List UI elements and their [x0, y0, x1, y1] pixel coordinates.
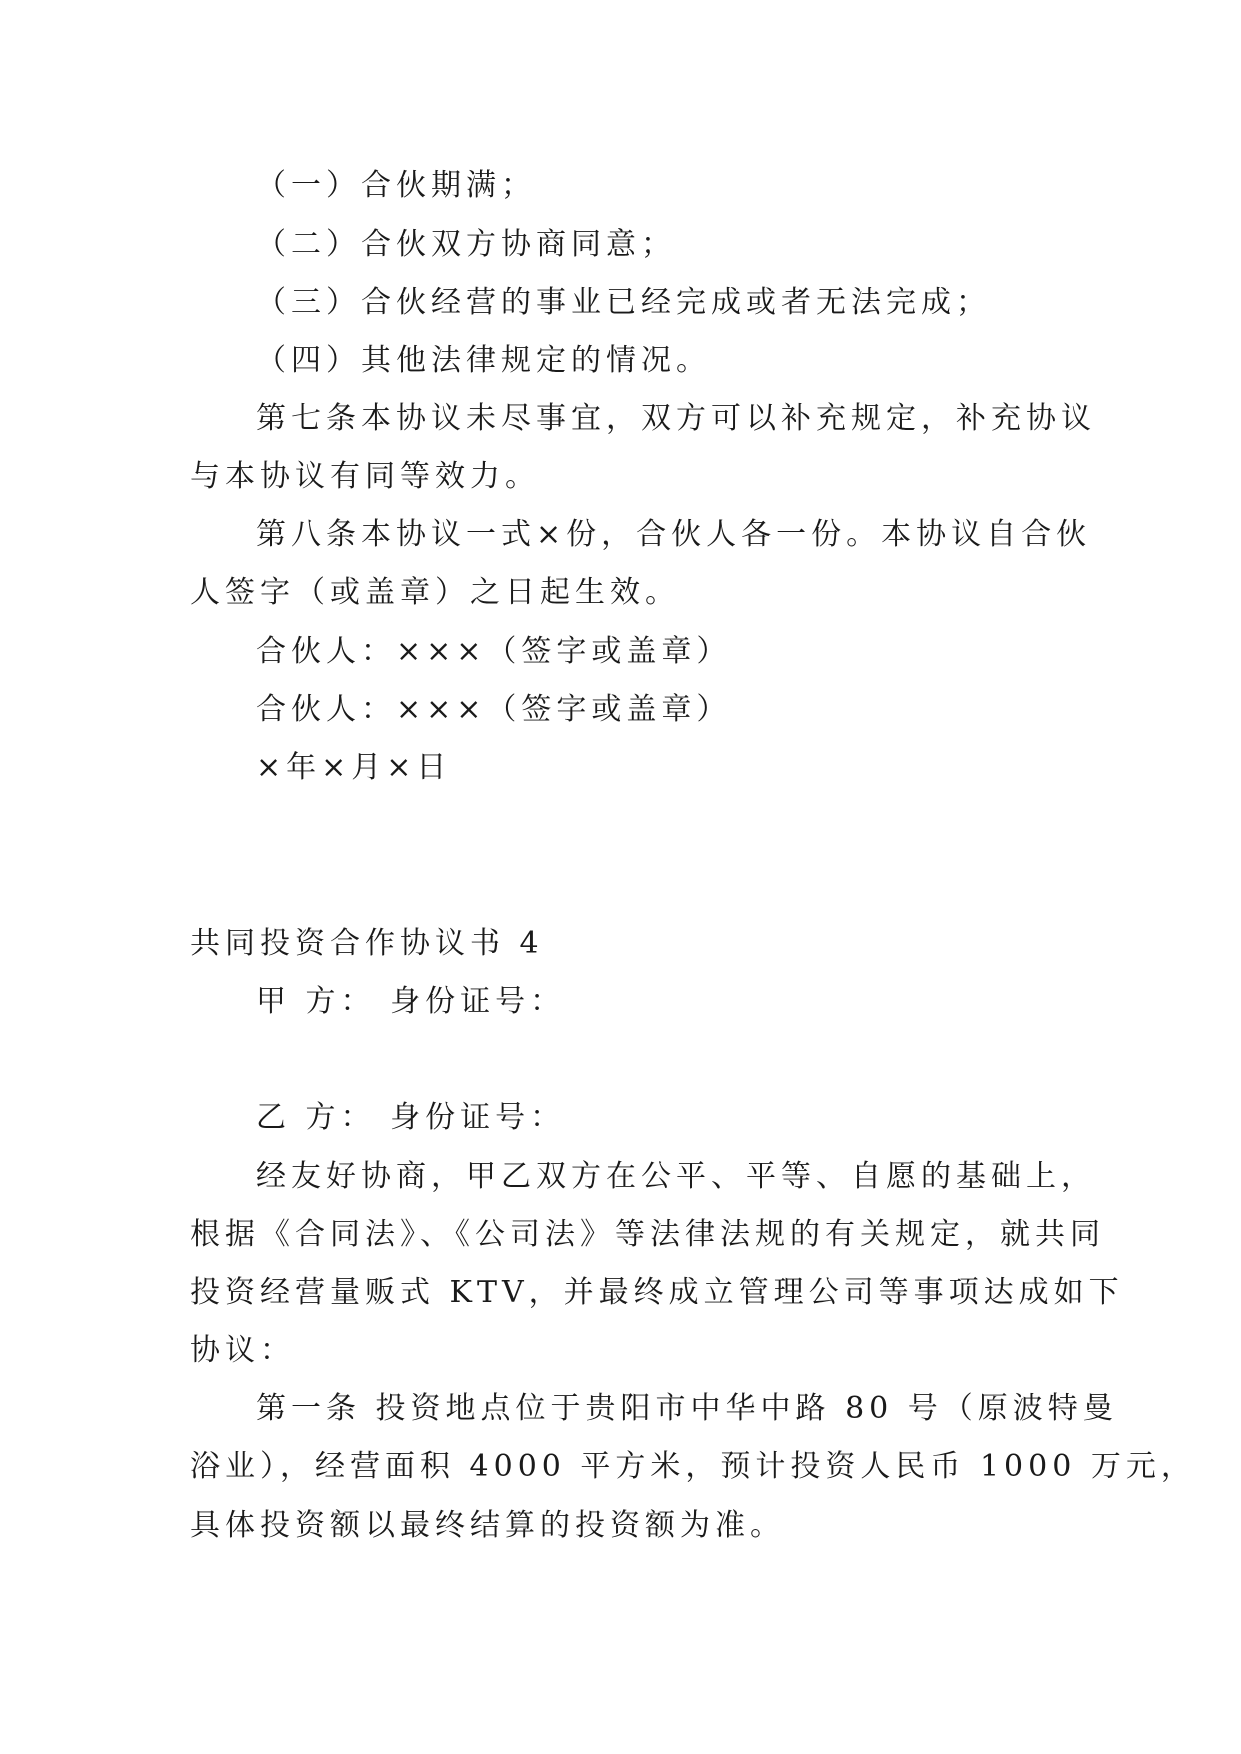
preamble-line-3: 投资经营量贩式 KTV，并最终成立管理公司等事项达成如下 [190, 1275, 1124, 1310]
article-1-line-2: 浴业），经营面积 4000 平方米，预计投资人民币 1000 万元， [190, 1449, 1196, 1484]
section-title: 共同投资合作协议书 4 [190, 926, 544, 961]
article-7-line-2: 与本协议有同等效力。 [190, 459, 540, 494]
article-1-line-1: 第一条 投资地点位于贵阳市中华中路 80 号（原波特曼 [256, 1391, 1118, 1426]
clause-item-2: （二）合伙双方协商同意； [256, 227, 676, 262]
signature-partner-1: 合伙人：×××（签字或盖章） [256, 634, 732, 669]
signature-date: ×年×月×日 [256, 750, 452, 785]
party-a-line: 甲 方： 身份证号： [256, 984, 566, 1019]
article-1-line-3: 具体投资额以最终结算的投资额为准。 [190, 1508, 785, 1543]
party-b-line: 乙 方： 身份证号： [256, 1100, 566, 1135]
clause-item-4: （四）其他法律规定的情况。 [256, 343, 711, 378]
preamble-line-2: 根据《合同法》、《公司法》等法律法规的有关规定，就共同 [190, 1217, 1105, 1252]
clause-item-1: （一）合伙期满； [256, 168, 536, 203]
article-8-line-1: 第八条本协议一式×份，合伙人各一份。本协议自合伙 [256, 517, 1092, 552]
article-8-line-2: 人签字（或盖章）之日起生效。 [190, 575, 680, 610]
preamble-line-1: 经友好协商，甲乙双方在公平、平等、自愿的基础上， [256, 1159, 1096, 1194]
article-7-line-1: 第七条本协议未尽事宜，双方可以补充规定，补充协议 [256, 401, 1096, 436]
clause-item-3: （三）合伙经营的事业已经完成或者无法完成； [256, 285, 991, 320]
preamble-line-4: 协议： [190, 1333, 295, 1368]
signature-partner-2: 合伙人：×××（签字或盖章） [256, 692, 732, 727]
